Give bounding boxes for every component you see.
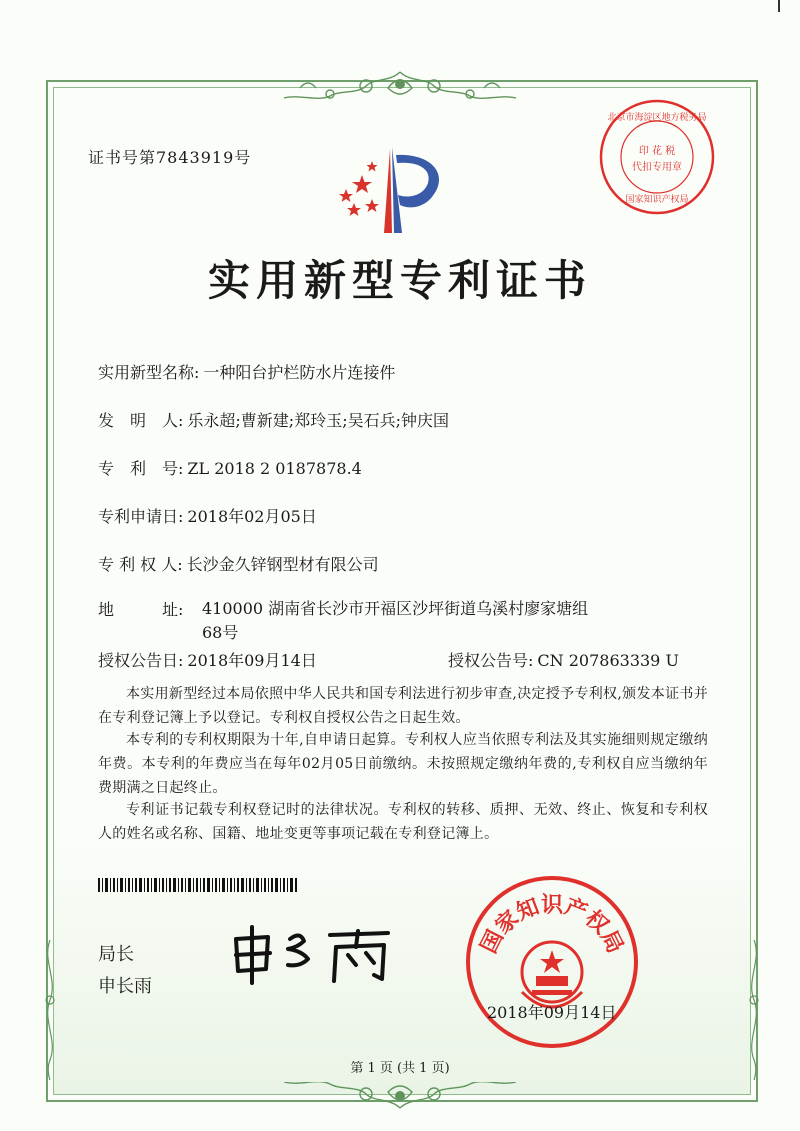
cnipa-logo-icon — [332, 145, 457, 235]
paragraph-legal-status: 专利证书记载专利权登记时的法律状况。专利权的转移、质押、无效、终止、恢复和专利权人的姓名或名称、国籍、地址变更等事项记载在专利登记簿上。 — [98, 802, 708, 842]
inner-border — [53, 87, 751, 1095]
page-footer: 第 1 页 (共 1 页) — [350, 1061, 450, 1076]
handwritten-signature-icon — [228, 925, 398, 985]
signatory-name: 申长雨 — [98, 976, 152, 997]
cnipa-official-seal-icon — [462, 872, 642, 1052]
announcement-date-value: 2018年09月14日 — [187, 651, 317, 670]
scan-edge-mark — [778, 0, 780, 12]
patent-number-value: ZL 2018 2 0187878.4 — [187, 459, 362, 478]
patentee-label: 专 利 权 人: — [98, 555, 183, 574]
patent-number-row — [98, 456, 362, 479]
stamp-duty-seal-icon — [598, 98, 716, 216]
paragraph-grant: 本实用新型经过本局依照中华人民共和国专利法进行初步审查,决定授予专利权,颁发本证书并在专利登记簿上予以登记。专利权自授权公告之日起生效。 — [98, 686, 708, 726]
announcement-number-label: 授权公告号: — [448, 651, 534, 670]
svg-text:印 花 税: 印 花 税 — [638, 146, 676, 157]
patentee-value: 长沙金久锌钢型材有限公司 — [186, 555, 379, 574]
signatory-role: 局长 — [98, 944, 134, 965]
inventor-value: 乐永超;曹新建;郑玲玉;吴石兵;钟庆国 — [187, 411, 449, 430]
utility-model-name-label: 实用新型名称: — [98, 363, 200, 382]
svg-text:国家知识产权局: 国家知识产权局 — [476, 893, 628, 958]
inventor-row — [98, 408, 449, 431]
patent-number-label: 专 利 号: — [98, 459, 184, 478]
certificate-number: 证书号第7843919号 — [88, 148, 252, 167]
utility-model-name-value: 一种阳台护栏防水片连接件 — [203, 363, 396, 382]
address-label-row — [98, 597, 183, 620]
issue-date: 2018年09月14日 — [487, 1003, 617, 1022]
barcode-icon — [98, 878, 298, 892]
address-label: 地 址: — [98, 600, 184, 619]
address-value: 410000 湖南省长沙市开福区沙坪街道乌溪村廖家塘组68号 — [202, 599, 589, 642]
application-date-row — [98, 504, 317, 527]
top-ornament — [270, 68, 530, 102]
document-title: 实用新型专利证书 — [207, 256, 592, 305]
paragraph-term: 本专利的专利权期限为十年,自申请日起算。专利权人应当依照专利法及其实施细则规定缴纳年费。本专利的年费应当在每年02月05日前缴纳。未按照规定缴纳年费的,专利权自应当缴纳年费期满之日起终止。 — [98, 732, 708, 796]
utility-model-name-row — [98, 360, 395, 383]
announcement-date-label: 授权公告日: — [98, 651, 184, 670]
svg-text:代扣专用章: 代扣专用章 — [632, 162, 682, 173]
announcement-number-row — [448, 648, 679, 671]
application-date-value: 2018年02月05日 — [187, 507, 317, 526]
svg-text:北京市海淀区地方税务局: 北京市海淀区地方税务局 — [607, 113, 707, 123]
announcement-date-row — [98, 648, 317, 671]
inventor-label: 发 明 人: — [98, 411, 184, 430]
application-date-label: 专利申请日: — [98, 507, 184, 526]
svg-text:国家知识产权局: 国家知识产权局 — [625, 195, 689, 205]
announcement-number-value: CN 207863339 U — [537, 651, 679, 670]
bottom-ornament — [270, 1082, 530, 1112]
patentee-row — [98, 552, 379, 575]
